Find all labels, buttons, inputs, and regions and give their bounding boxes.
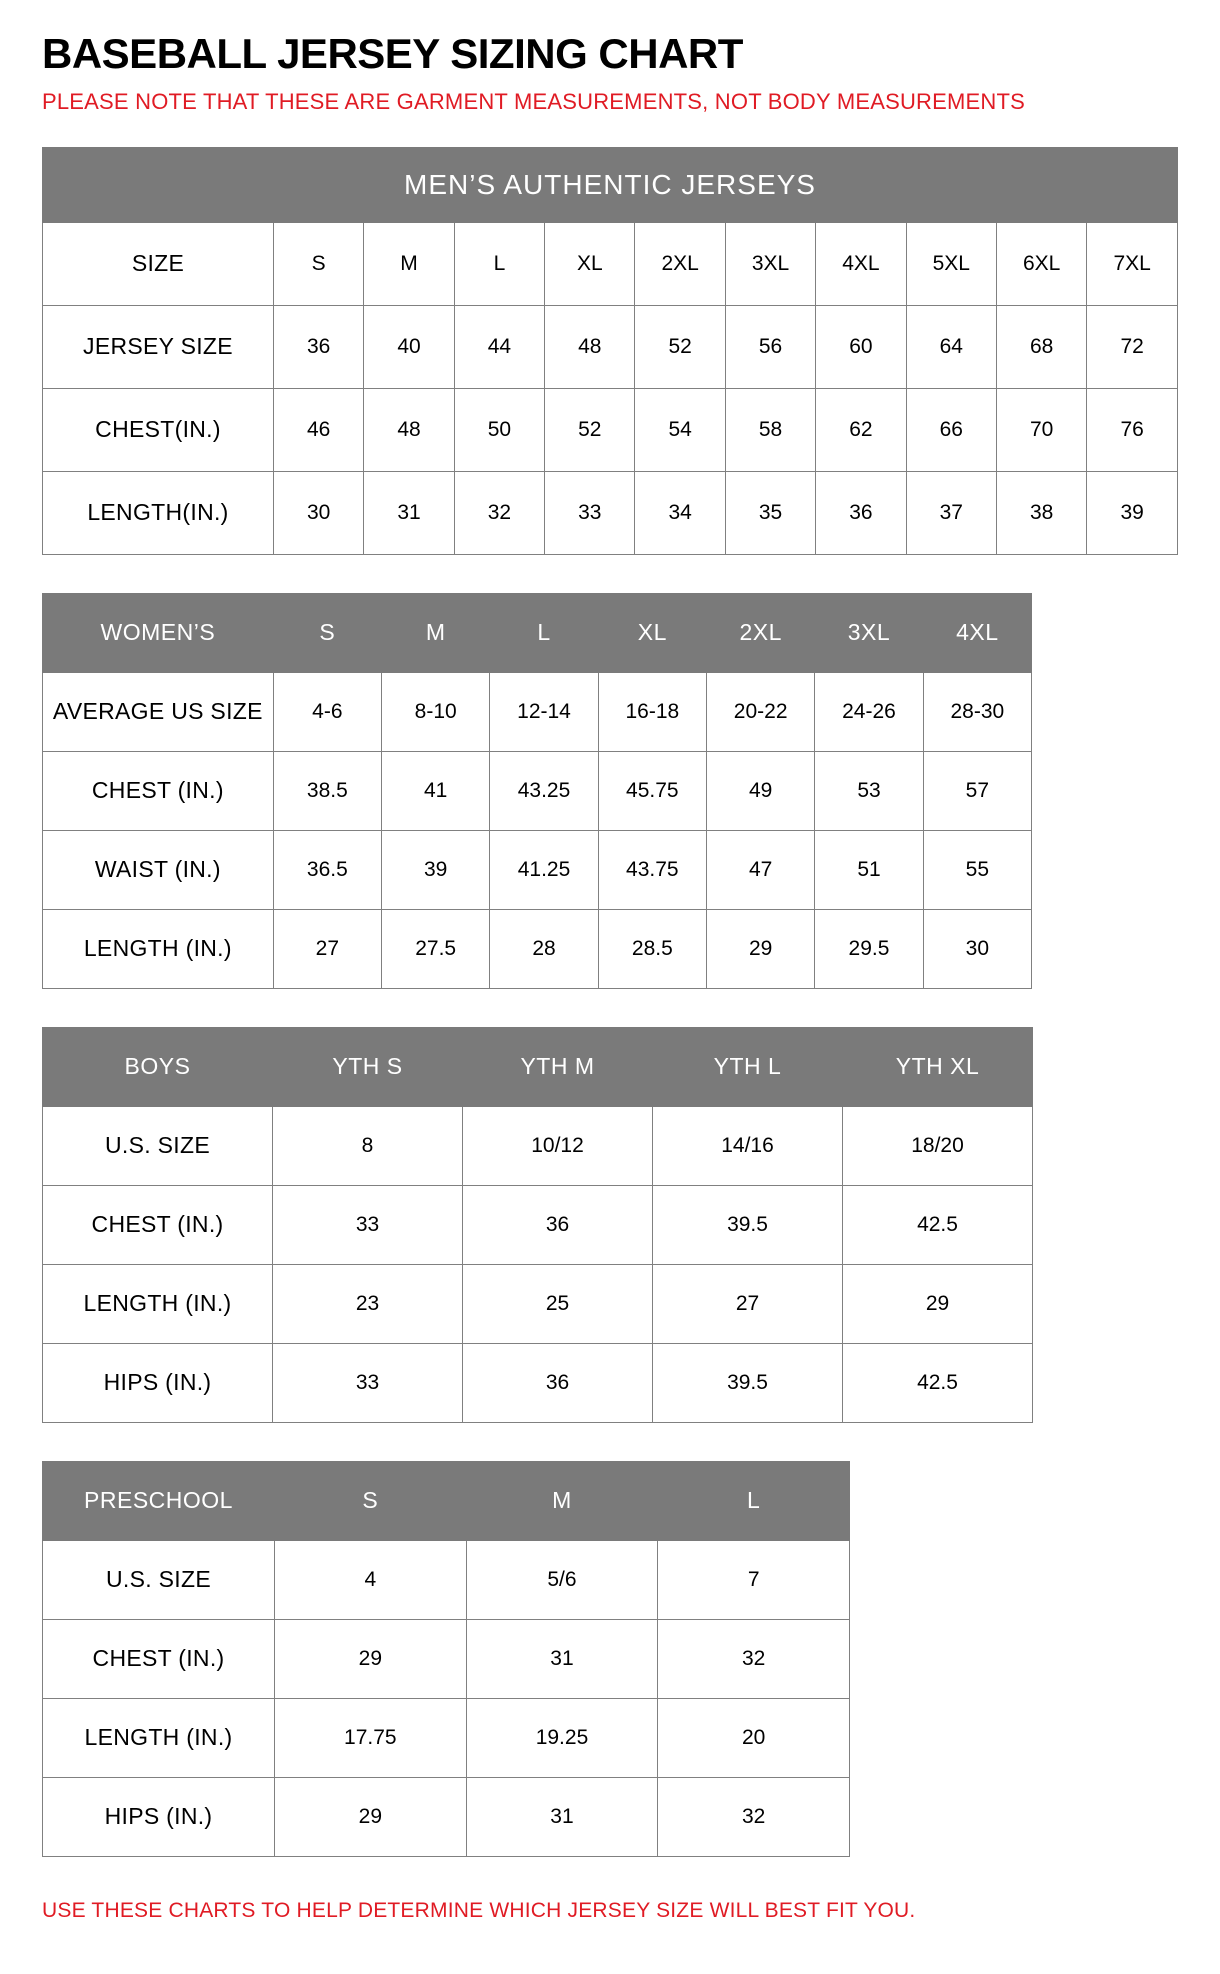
cell: 50 (454, 388, 544, 471)
cell: 31 (466, 1619, 658, 1698)
preschool-row-label-length: LENGTH (IN.) (43, 1698, 275, 1777)
table-row (43, 1343, 1033, 1422)
cell: 17.75 (275, 1698, 467, 1777)
cell: 27 (653, 1264, 843, 1343)
cell: 56 (725, 305, 815, 388)
cell: 38 (996, 471, 1086, 554)
table-row (43, 305, 1178, 388)
womens-sizing-table (42, 593, 1032, 989)
cell: 16-18 (598, 672, 706, 751)
cell: 58 (725, 388, 815, 471)
cell: 45.75 (598, 751, 706, 830)
mens-size-5xl: 5XL (906, 222, 996, 305)
preschool-row-label-us-size: U.S. SIZE (43, 1540, 275, 1619)
boys-table-label: BOYS (43, 1027, 273, 1106)
cell: 42.5 (843, 1343, 1033, 1422)
cell: 40 (364, 305, 454, 388)
cell: 42.5 (843, 1185, 1033, 1264)
boys-size-yth-l: YTH L (653, 1027, 843, 1106)
cell: 44 (454, 305, 544, 388)
mens-size-4xl: 4XL (816, 222, 906, 305)
mens-size-s: S (273, 222, 363, 305)
cell: 66 (906, 388, 996, 471)
cell: 28.5 (598, 909, 706, 988)
cell: 41 (382, 751, 490, 830)
cell: 32 (658, 1619, 850, 1698)
cell: 39.5 (653, 1343, 843, 1422)
boys-size-yth-xl: YTH XL (843, 1027, 1033, 1106)
table-row (43, 388, 1178, 471)
cell: 23 (273, 1264, 463, 1343)
mens-size-l: L (454, 222, 544, 305)
cell: 4 (275, 1540, 467, 1619)
cell: 41.25 (490, 830, 598, 909)
cell: 24-26 (815, 672, 923, 751)
measurement-note: PLEASE NOTE THAT THESE ARE GARMENT MEASUREMENTS, NOT BODY MEASUREMENTS (42, 89, 1026, 114)
cell: 20-22 (707, 672, 815, 751)
mens-sizing-table (42, 147, 1178, 555)
cell: 76 (1087, 388, 1178, 471)
cell: 20 (658, 1698, 850, 1777)
mens-size-label: SIZE (43, 222, 274, 305)
cell: 32 (658, 1777, 850, 1856)
cell: 12-14 (490, 672, 598, 751)
cell: 27 (273, 909, 381, 988)
footer-note: USE THESE CHARTS TO HELP DETERMINE WHICH JERSEY SIZE WILL BEST FIT YOU. (42, 1898, 916, 1922)
cell: 60 (816, 305, 906, 388)
preschool-size-s: S (275, 1461, 467, 1540)
cell: 49 (707, 751, 815, 830)
table-row (43, 1185, 1033, 1264)
cell: 7 (658, 1540, 850, 1619)
mens-row-label-chest: CHEST(IN.) (43, 388, 274, 471)
womens-row-label-chest: CHEST (IN.) (43, 751, 274, 830)
cell: 8 (273, 1106, 463, 1185)
preschool-table-label: PRESCHOOL (43, 1461, 275, 1540)
mens-size-m: M (364, 222, 454, 305)
cell: 28-30 (923, 672, 1031, 751)
mens-size-2xl: 2XL (635, 222, 725, 305)
cell: 36 (816, 471, 906, 554)
table-row (43, 1698, 850, 1777)
boys-size-yth-m: YTH M (463, 1027, 653, 1106)
cell: 27.5 (382, 909, 490, 988)
table-row (43, 1619, 850, 1698)
cell: 38.5 (273, 751, 381, 830)
table-row (43, 830, 1032, 909)
womens-size-l: L (490, 593, 598, 672)
preschool-size-l: L (658, 1461, 850, 1540)
boys-row-label-length: LENGTH (IN.) (43, 1264, 273, 1343)
cell: 36 (463, 1185, 653, 1264)
boys-row-label-hips: HIPS (IN.) (43, 1343, 273, 1422)
mens-size-3xl: 3XL (725, 222, 815, 305)
womens-row-label-average-us-size: AVERAGE US SIZE (43, 672, 274, 751)
cell: 36 (463, 1343, 653, 1422)
cell: 18/20 (843, 1106, 1033, 1185)
mens-table-banner-label: MEN’S AUTHENTIC JERSEYS (43, 147, 1178, 222)
cell: 47 (707, 830, 815, 909)
cell: 25 (463, 1264, 653, 1343)
cell: 64 (906, 305, 996, 388)
womens-row-label-waist: WAIST (IN.) (43, 830, 274, 909)
cell: 39.5 (653, 1185, 843, 1264)
mens-row-label-length: LENGTH(IN.) (43, 471, 274, 554)
cell: 46 (273, 388, 363, 471)
cell: 33 (273, 1343, 463, 1422)
cell: 35 (725, 471, 815, 554)
womens-row-label-length: LENGTH (IN.) (43, 909, 274, 988)
womens-size-s: S (273, 593, 381, 672)
mens-size-header-row (43, 222, 1178, 305)
cell: 70 (996, 388, 1086, 471)
cell: 57 (923, 751, 1031, 830)
table-row (43, 909, 1032, 988)
cell: 36 (273, 305, 363, 388)
cell: 29.5 (815, 909, 923, 988)
mens-size-xl: XL (545, 222, 635, 305)
cell: 5/6 (466, 1540, 658, 1619)
preschool-row-label-chest: CHEST (IN.) (43, 1619, 275, 1698)
cell: 33 (545, 471, 635, 554)
womens-size-4xl: 4XL (923, 593, 1031, 672)
mens-size-7xl: 7XL (1087, 222, 1178, 305)
boys-row-label-us-size: U.S. SIZE (43, 1106, 273, 1185)
table-row (43, 471, 1178, 554)
page-title: BASEBALL JERSEY SIZING CHART (42, 30, 743, 77)
cell: 29 (707, 909, 815, 988)
cell: 29 (843, 1264, 1033, 1343)
cell: 32 (454, 471, 544, 554)
preschool-row-label-hips: HIPS (IN.) (43, 1777, 275, 1856)
cell: 34 (635, 471, 725, 554)
cell: 4-6 (273, 672, 381, 751)
cell: 14/16 (653, 1106, 843, 1185)
table-row (43, 1264, 1033, 1343)
cell: 31 (466, 1777, 658, 1856)
cell: 43.25 (490, 751, 598, 830)
cell: 52 (635, 305, 725, 388)
table-row (43, 751, 1032, 830)
womens-header-row (43, 593, 1032, 672)
womens-size-2xl: 2XL (707, 593, 815, 672)
preschool-header-row (43, 1461, 850, 1540)
cell: 54 (635, 388, 725, 471)
cell: 43.75 (598, 830, 706, 909)
cell: 62 (816, 388, 906, 471)
cell: 72 (1087, 305, 1178, 388)
mens-row-label-jersey-size: JERSEY SIZE (43, 305, 274, 388)
cell: 48 (545, 305, 635, 388)
table-row (43, 1106, 1033, 1185)
boys-sizing-table (42, 1027, 1033, 1423)
cell: 68 (996, 305, 1086, 388)
cell: 51 (815, 830, 923, 909)
cell: 36.5 (273, 830, 381, 909)
cell: 39 (382, 830, 490, 909)
cell: 39 (1087, 471, 1178, 554)
preschool-size-m: M (466, 1461, 658, 1540)
table-row (43, 1540, 850, 1619)
boys-header-row (43, 1027, 1033, 1106)
womens-table-label: WOMEN’S (43, 593, 274, 672)
womens-size-xl: XL (598, 593, 706, 672)
cell: 19.25 (466, 1698, 658, 1777)
cell: 30 (273, 471, 363, 554)
cell: 28 (490, 909, 598, 988)
cell: 48 (364, 388, 454, 471)
cell: 29 (275, 1777, 467, 1856)
preschool-sizing-table (42, 1461, 850, 1857)
cell: 31 (364, 471, 454, 554)
womens-size-m: M (382, 593, 490, 672)
boys-size-yth-s: YTH S (273, 1027, 463, 1106)
womens-size-3xl: 3XL (815, 593, 923, 672)
cell: 52 (545, 388, 635, 471)
table-row (43, 672, 1032, 751)
mens-size-6xl: 6XL (996, 222, 1086, 305)
cell: 30 (923, 909, 1031, 988)
cell: 29 (275, 1619, 467, 1698)
cell: 55 (923, 830, 1031, 909)
cell: 33 (273, 1185, 463, 1264)
mens-table-banner (43, 147, 1178, 222)
boys-row-label-chest: CHEST (IN.) (43, 1185, 273, 1264)
cell: 53 (815, 751, 923, 830)
cell: 37 (906, 471, 996, 554)
cell: 8-10 (382, 672, 490, 751)
cell: 10/12 (463, 1106, 653, 1185)
table-row (43, 1777, 850, 1856)
